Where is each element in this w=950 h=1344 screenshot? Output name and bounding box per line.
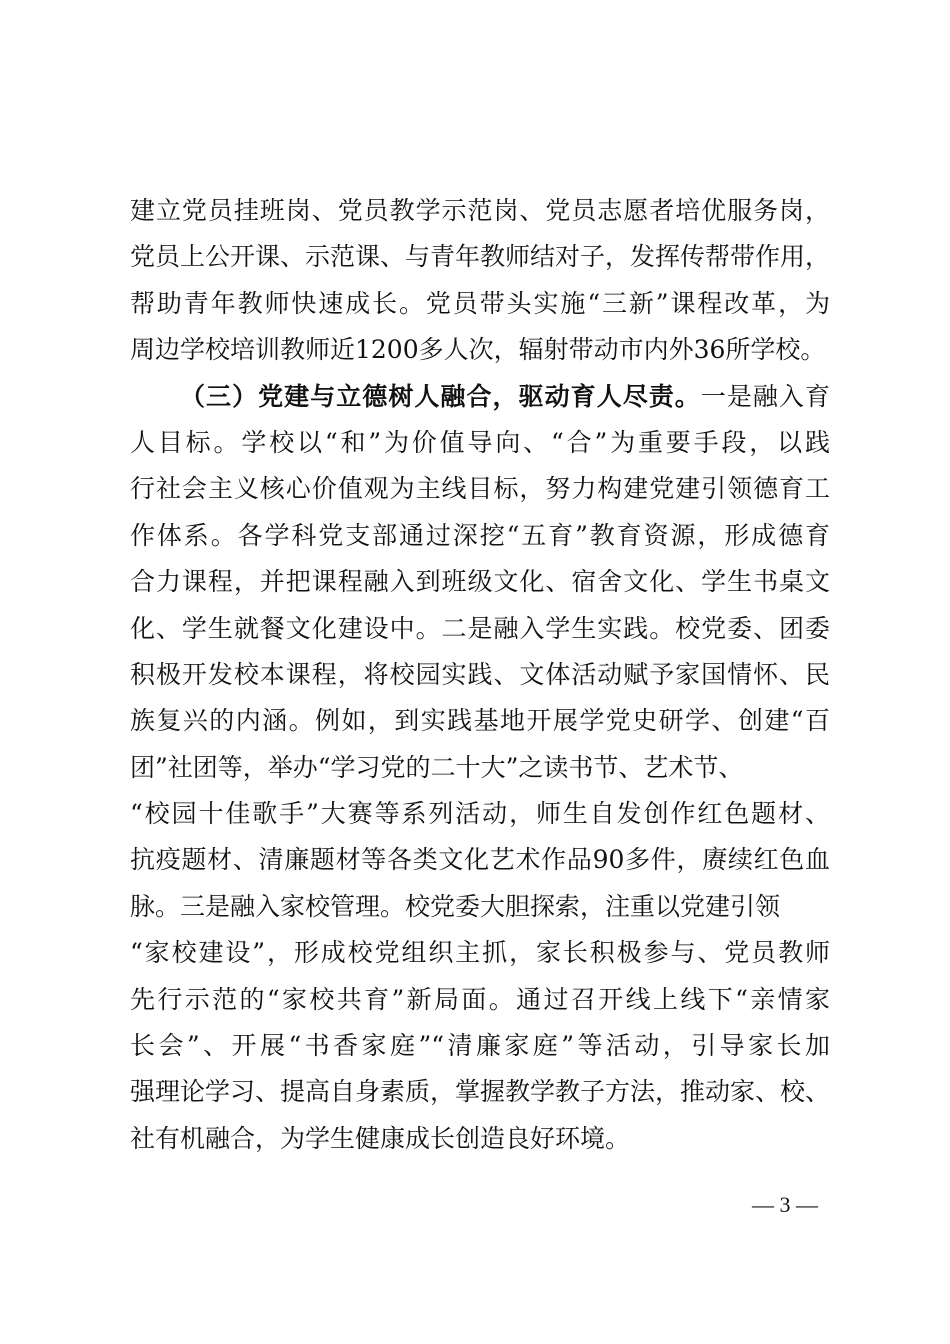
- paragraph-2-line: 积极开发校本课程，将校园实践、文体活动赋予家国情怀、民: [130, 659, 830, 689]
- paragraph-2-last-line: 社有机融合，为学生健康成长创造良好环境。: [130, 1123, 631, 1153]
- paragraph-2-first-line: [130, 374, 830, 420]
- paragraph-2-line: 族复兴的内涵。例如，到实践基地开展学党史研学、创建“百: [130, 706, 830, 736]
- paragraph-2-line: 强理论学习、提高自身素质，掌握教学教子方法，推动家、校、: [130, 1077, 831, 1107]
- paragraph-2-line: 团”社团等，举办“学习党的二十大”之读书节、艺术节、: [130, 752, 744, 782]
- paragraph-2-line: 作体系。各学科党支部通过深挖“五育”教育资源，形成德育: [130, 520, 830, 550]
- paragraph-1-line-4: 周边学校培训教师近1200多人次，辐射带动市内外36所学校。: [130, 335, 826, 365]
- paragraph-2-line: 长会”、开展“书香家庭”“清廉家庭”等活动，引导家长加: [130, 1031, 830, 1061]
- section-heading: （三）党建与立德树人融合，驱动育人尽责。: [180, 381, 701, 411]
- page-number: — 3 —: [752, 1192, 818, 1217]
- paragraph-2-line: “校园十佳歌手”大赛等系列活动，师生自发创作红色题材、: [130, 799, 830, 829]
- paragraph-2-line: 行社会主义核心价值观为主线目标，努力构建党建引领德育工: [130, 474, 830, 504]
- paragraph-2-line: 合力课程，并把课程融入到班级文化、宿舍文化、学生书桌文: [130, 567, 830, 597]
- paragraph-2-line: “家校建设”，形成校党组织主抓，家长积极参与、党员教师: [130, 938, 830, 968]
- paragraph-2-line: 脉。三是融入家校管理。校党委大胆探索，注重以党建引领: [130, 891, 781, 921]
- paragraph-2-line: 抗疫题材、清廉题材等各类文化艺术作品90多件，赓续红色血: [130, 845, 830, 875]
- paragraph-2-line: 人目标。学校以“和”为价值导向、“合”为重要手段，以践: [130, 427, 830, 457]
- body-text: [130, 188, 830, 1162]
- paragraph-2-first-line-rest: 一是融入育: [700, 381, 830, 411]
- paragraph-1-line-2: 党员上公开课、示范课、与青年教师结对子，发挥传帮带作用，: [130, 242, 831, 272]
- paragraph-2-line: 化、学生就餐文化建设中。二是融入学生实践。校党委、团委: [130, 613, 830, 643]
- paragraph-1-line-3: 帮助青年教师快速成长。党员带头实施“三新”课程改革，为: [130, 288, 830, 318]
- paragraph-2-line: 先行示范的“家校共育”新局面。通过召开线上线下“亲情家: [130, 984, 830, 1014]
- paragraph-1-line-1: 建立党员挂班岗、党员教学示范岗、党员志愿者培优服务岗，: [130, 196, 830, 225]
